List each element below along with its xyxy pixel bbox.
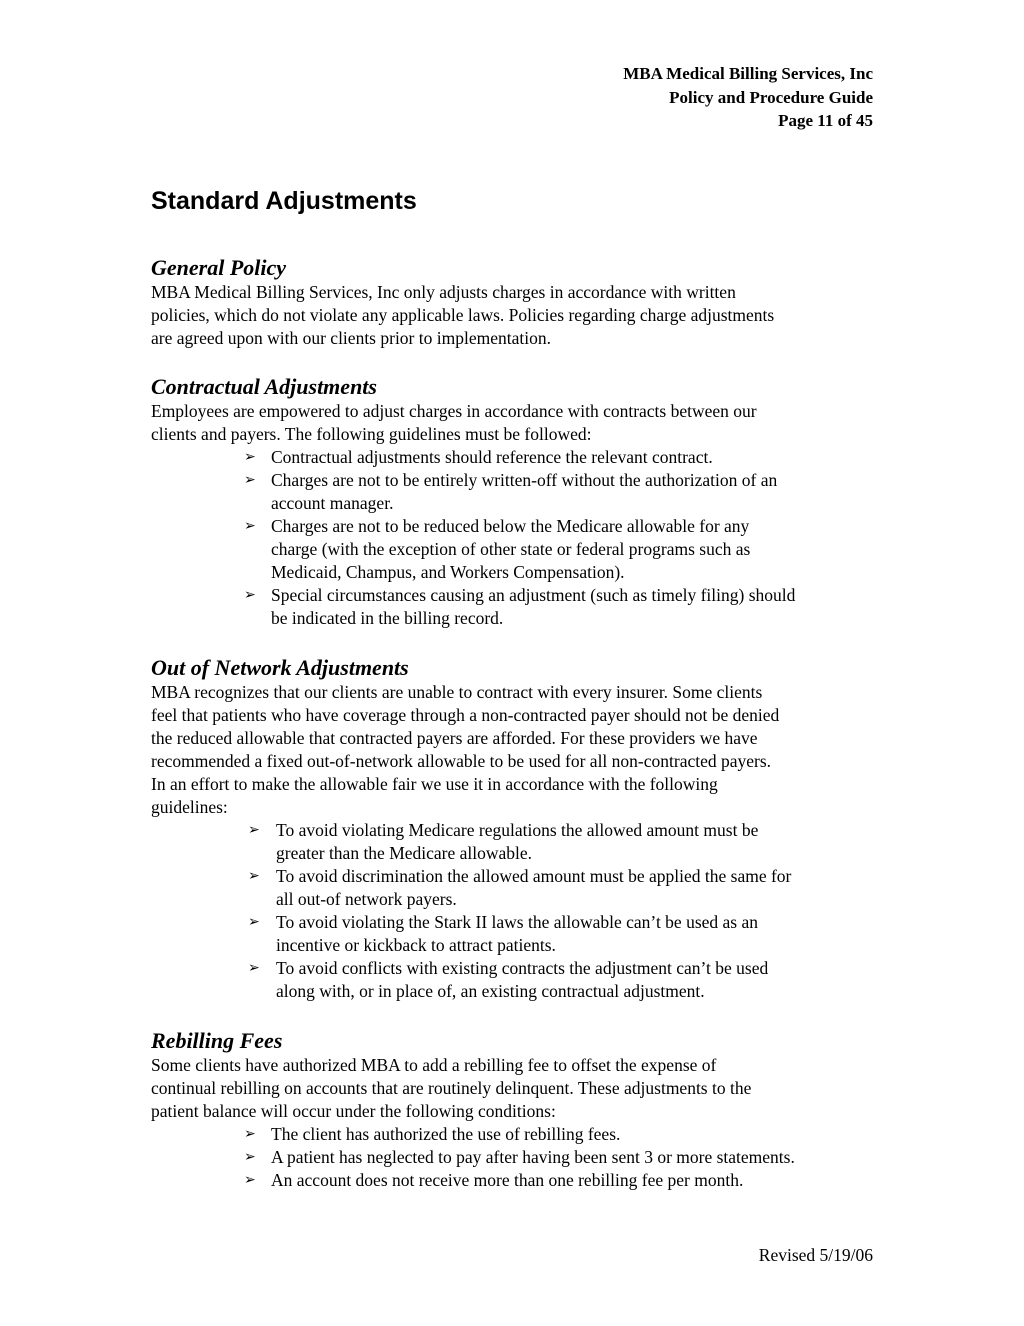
arrow-bullet-icon: ➢ [244,1150,256,1165]
revision-date: Revised 5/19/06 [758,1245,873,1265]
list-item-line: The client has authorized the use of rebilling fees. [271,1124,621,1144]
paragraph-line: the reduced allowable that contracted payers are afforded. For these providers we have [151,728,758,748]
list-item-line: incentive or kickback to attract patients. [276,935,556,955]
list-item-line: along with, or in place of, an existing contractual adjustment. [276,981,705,1001]
arrow-bullet-icon: ➢ [248,961,260,976]
list-item-line: To avoid violating Medicare regulations the allowed amount must be [276,820,759,840]
paragraph-line: continual rebilling on accounts that are routinely delinquent. These adjustments to the [151,1078,752,1098]
list-item-line: all out-of network payers. [276,889,457,909]
paragraph-line: guidelines: [151,797,228,817]
list-item-line: Charges are not to be reduced below the Medicare allowable for any [271,516,750,536]
section-heading: Contractual Adjustments [151,374,377,399]
list-item-line: To avoid violating the Stark II laws the allowable can’t be used as an [276,912,758,932]
list-item-line: Charges are not to be entirely written-off without the authorization of an [271,470,778,490]
paragraph-line: MBA Medical Billing Services, Inc only adjusts charges in accordance with written [151,282,736,302]
paragraph-line: recommended a fixed out-of-network allowable to be used for all non-contracted payers. [151,751,772,771]
section-paragraph [151,1054,881,1123]
list-item [151,957,881,1003]
list-item-line: Medicaid, Champus, and Workers Compensation). [271,562,625,582]
list-item [151,469,881,515]
list-item [151,515,881,584]
list-item-line: To avoid conflicts with existing contracts the adjustment can’t be used [276,958,769,978]
list-item-line: greater than the Medicare allowable. [276,843,533,863]
paragraph-line: patient balance will occur under the following conditions: [151,1101,556,1121]
list-item-line: To avoid discrimination the allowed amount must be applied the same for [276,866,792,886]
paragraph-line: Some clients have authorized MBA to add a rebilling fee to offset the expense of [151,1055,717,1075]
list-item [151,584,881,630]
paragraph-line: policies, which do not violate any applicable laws. Policies regarding charge adjustments [151,305,775,325]
arrow-bullet-icon: ➢ [244,588,256,603]
arrow-bullet-icon: ➢ [248,869,260,884]
list-item-line: Contractual adjustments should reference the relevant contract. [271,447,713,467]
paragraph-line: clients and payers. The following guidelines must be followed: [151,424,592,444]
section-heading: Rebilling Fees [151,1028,283,1053]
list-item-line: charge (with the exception of other state or federal programs such as [271,539,751,559]
section-rebilling-fees [151,1027,881,1192]
list-item-line: A patient has neglected to pay after having been sent 3 or more statements. [271,1147,795,1167]
section-general-policy [151,254,881,350]
list-item [151,819,881,865]
list-item [151,865,881,911]
paragraph-line: feel that patients who have coverage through a non-contracted payer should not be denied [151,705,780,725]
guideline-list [151,819,881,1003]
list-item-line: An account does not receive more than one rebilling fee per month. [271,1170,744,1190]
arrow-bullet-icon: ➢ [248,823,260,838]
paragraph-line: Employees are empowered to adjust charges in accordance with contracts between our [151,401,757,421]
arrow-bullet-icon: ➢ [244,519,256,534]
list-item [151,911,881,957]
header-guide: Policy and Procedure Guide [669,87,873,107]
paragraph-line: In an effort to make the allowable fair we use it in accordance with the following [151,774,718,794]
list-item [151,1123,881,1146]
list-item [151,1146,881,1169]
paragraph-line: are agreed upon with our clients prior to implementation. [151,328,551,348]
arrow-bullet-icon: ➢ [244,1127,256,1142]
arrow-bullet-icon: ➢ [248,915,260,930]
section-paragraph [151,681,881,819]
section-out-of-network-adjustments [151,654,881,1003]
condition-list [151,1123,881,1192]
section-paragraph [151,281,881,350]
list-item [151,1169,881,1192]
arrow-bullet-icon: ➢ [244,473,256,488]
list-item [151,446,881,469]
section-heading: General Policy [151,255,287,280]
section-heading: Out of Network Adjustments [151,655,409,680]
section-contractual-adjustments [151,373,881,630]
header-page-number: Page 11 of 45 [778,111,873,130]
guideline-list [151,446,881,630]
page-title: Standard Adjustments [151,187,417,215]
section-paragraph [151,400,881,446]
arrow-bullet-icon: ➢ [244,450,256,465]
list-item-line: Special circumstances causing an adjustment (such as timely filing) should [271,585,796,605]
header-company: MBA Medical Billing Services, Inc [623,64,873,83]
list-item-line: account manager. [271,493,394,513]
page-header [623,62,873,133]
paragraph-line: MBA recognizes that our clients are unable to contract with every insurer. Some clients [151,682,763,702]
list-item-line: be indicated in the billing record. [271,608,504,628]
arrow-bullet-icon: ➢ [244,1173,256,1188]
